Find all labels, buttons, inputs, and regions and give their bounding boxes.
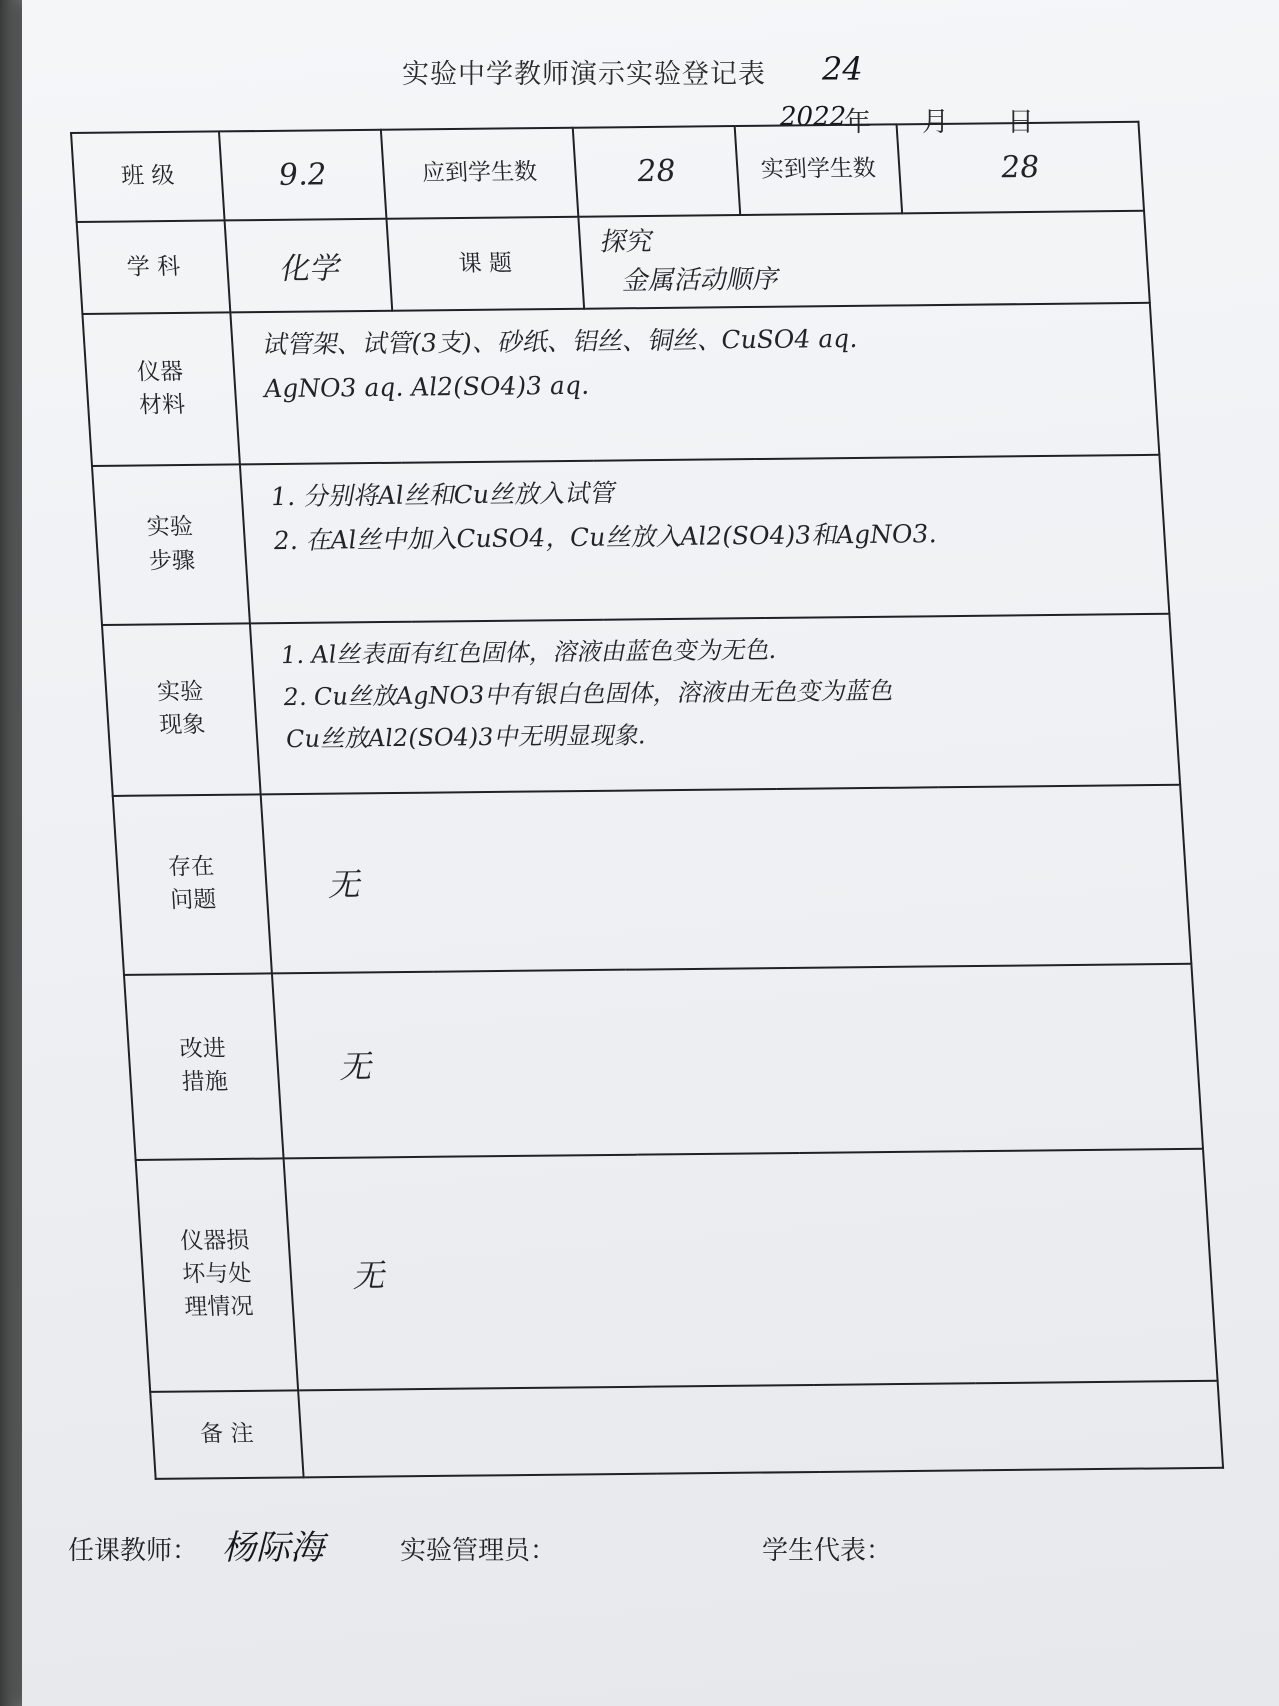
equipment-line-1: 试管架、试管(3支)、砂纸、铝丝、铜丝、CuSO4 aq.: [260, 323, 858, 360]
steps-label: [92, 465, 250, 625]
steps-line-2: 2. 在Al丝中加入CuSO4，Cu丝放入Al2(SO4)3和AgNO3.: [272, 519, 938, 556]
phenomenon-line-3: Cu丝放Al2(SO4)3中无明显现象.: [285, 721, 646, 754]
topic-line-1: 探究: [598, 227, 652, 258]
date-year-label: 年: [844, 107, 871, 138]
row-class-info: [71, 122, 1144, 223]
problems-label-line-1: 存在: [167, 853, 216, 881]
row-subject-topic: [77, 211, 1150, 314]
damage-label-line-1: 仪器损: [179, 1227, 251, 1255]
improvements-value: 无: [272, 963, 1203, 1158]
damage-label-line-2: 坏与处: [181, 1260, 253, 1288]
equipment-line-2: AgNO3 aq. Al2(SO4)3 aq.: [263, 370, 590, 403]
date-month-label: 月: [922, 107, 949, 138]
actual-students-label: 实到学生数: [735, 124, 903, 215]
subject-value: 化学: [225, 219, 393, 312]
equipment-label-line-2: 材料: [138, 392, 186, 419]
equipment-label: [82, 312, 239, 466]
phenomenon-label: [102, 623, 261, 795]
actual-students-value: 28: [897, 122, 1144, 214]
expected-students-label: 应到学生数: [381, 128, 579, 219]
topic-line-2: 金属活动顺序: [620, 264, 779, 297]
class-value: 9.2: [219, 130, 387, 221]
equipment-content: [230, 303, 1159, 465]
date-year-handwritten: 2022: [780, 102, 847, 132]
problems-label-line-2: 问题: [169, 887, 218, 914]
row-remarks: [150, 1380, 1223, 1479]
teacher-signature: 杨际海: [222, 1528, 324, 1568]
improvements-label-line-1: 改进: [178, 1035, 227, 1063]
phenomenon-line-2: 2. Cu丝放AgNO3中有银白色固体，溶液由无色变为蓝色: [282, 676, 894, 712]
topic-label: 课 题: [386, 217, 584, 310]
steps-line-1: 1. 分别将Al丝和Cu丝放入试管: [270, 478, 615, 512]
subject-label: 学 科: [77, 221, 231, 314]
expected-students-value: 28: [573, 126, 741, 217]
steps-content: [240, 455, 1169, 623]
steps-label-line-2: 步骤: [148, 547, 196, 575]
steps-label-line-1: 实验: [146, 514, 194, 541]
equipment-label-line-1: 仪器: [136, 358, 184, 386]
row-problems: [113, 785, 1192, 975]
damage-label-line-3: 理情况: [183, 1294, 255, 1321]
form-number: 24: [822, 50, 863, 88]
phenomenon-label-line-1: 实验: [156, 678, 205, 706]
damage-value: 无: [284, 1148, 1218, 1389]
phenomenon-line-1: 1. Al丝表面有红色固体，溶液由蓝色变为无色.: [280, 635, 777, 670]
admin-label: 实验管理员：: [400, 1536, 557, 1566]
row-damage: [136, 1148, 1218, 1391]
teacher-label: 任课教师：: [68, 1536, 199, 1566]
problems-value: 无: [261, 785, 1192, 974]
row-improvements: [124, 963, 1203, 1159]
phenomenon-label-line-2: 现象: [158, 712, 207, 739]
student-rep-label: 学生代表：: [762, 1536, 893, 1566]
date-day-label: 日: [1007, 107, 1034, 138]
topic-value: [578, 211, 1149, 308]
row-equipment: [82, 303, 1159, 467]
class-label: 班 级: [71, 131, 225, 222]
remarks-label: 备 注: [150, 1390, 303, 1479]
row-phenomenon: [102, 614, 1180, 796]
improvements-label: [124, 973, 284, 1160]
problems-label: [113, 794, 272, 974]
remarks-value: [298, 1380, 1223, 1477]
improvements-label-line-2: 措施: [180, 1069, 229, 1096]
form-paper: [22, 0, 1279, 1706]
row-steps: [92, 455, 1169, 625]
damage-label: [136, 1158, 298, 1391]
form-title: 实验中学教师演示实验登记表: [402, 59, 766, 90]
registration-table: [70, 121, 1224, 1480]
phenomenon-content: [250, 614, 1180, 794]
